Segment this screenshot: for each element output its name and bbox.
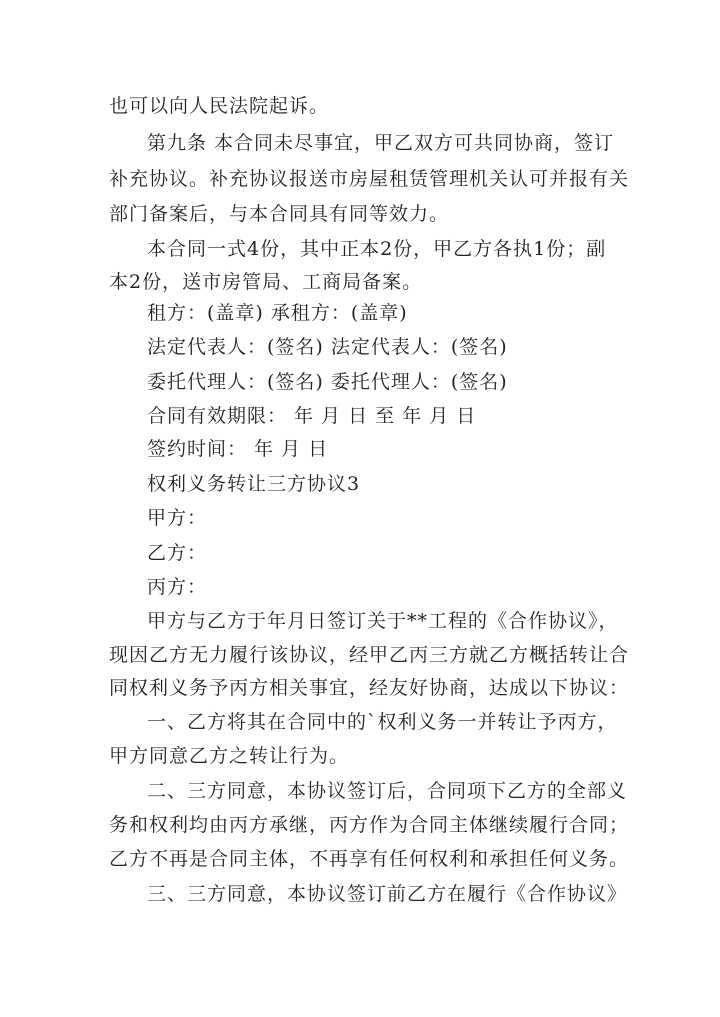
text-line: 部门备案后，与本合同具有同等效力。	[109, 203, 450, 225]
text-line: 务和权利均由丙方承继，丙方作为合同主体继续履行合同；	[109, 814, 630, 836]
text-line: 一、乙方将其在合同中的`权利义务一并转让予丙方，	[147, 711, 618, 733]
text-line: 三、三方同意，本协议签订前乙方在履行《合作协议》	[147, 883, 628, 905]
text-line: 租方：(盖章) 承租方：(盖章)	[147, 302, 408, 324]
text-line: 第九条 本合同未尽事宜，甲乙双方可共同协商，签订	[147, 132, 615, 154]
text-line: 甲方同意乙方之转让行为。	[109, 745, 350, 767]
text-line: 现因乙方无力履行该协议，经甲乙丙三方就乙方概括转让合	[109, 644, 630, 666]
text-line: 签约时间： 年 月 日	[147, 438, 329, 460]
text-line: 补充协议。补充协议报送市房屋租赁管理机关认可并报有关	[109, 168, 630, 190]
text-line: 本合同一式4份，其中正本2份，甲乙方各执1份；副	[147, 238, 607, 260]
text-line: 合同有效期限： 年 月 日 至 年 月 日	[147, 405, 477, 427]
text-line: 委托代理人：(签名) 委托代理人：(签名)	[147, 371, 508, 393]
text-line: 乙方不再是合同主体，不再享有任何权利和承担任何义务。	[109, 848, 630, 870]
text-line: 权利义务转让三方协议3	[147, 473, 361, 495]
text-line: 同权利义务予丙方相关事宜，经友好协商，达成以下协议：	[109, 677, 630, 699]
text-line: 丙方：	[147, 576, 208, 598]
text-line: 法定代表人：(签名) 法定代表人：(签名)	[147, 336, 508, 358]
text-line: 乙方：	[147, 542, 208, 564]
text-line: 甲方与乙方于年月日签订关于**工程的《合作协议》，	[147, 610, 619, 632]
text-line: 二、三方同意，本协议签订后，合同项下乙方的全部义	[147, 780, 628, 802]
text-line: 也可以向人民法院起诉。	[109, 95, 330, 117]
text-line: 本2份，送市房管局、工商局备案。	[109, 271, 423, 293]
text-line: 甲方：	[147, 507, 208, 529]
